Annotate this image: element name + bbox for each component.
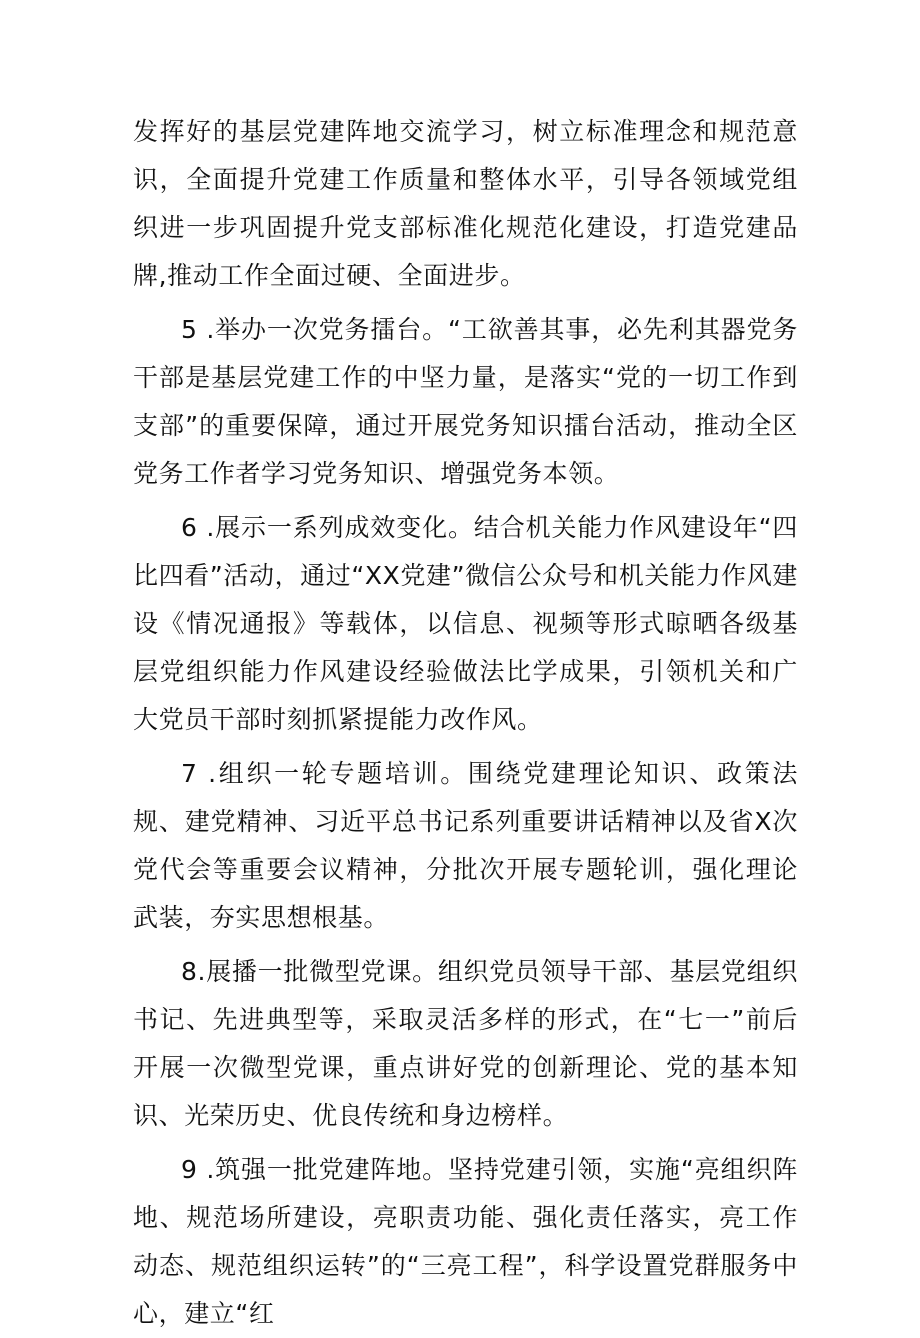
paragraph-item-7: 7 .组织一轮专题培训。围绕党建理论知识、政策法规、建党精神、习近平总书记系列重要讲话精神以及省X次党代会等重要会议精神，分批次开展专题轮训，强化理论武装，夯实思想根基。: [133, 759, 798, 932]
paragraph-item-5: 5 .举办一次党务擂台。“工欲善其事，必先利其器党务干部是基层党建工作的中坚力量，是落实“党的一切工作到支部”的重要保障，通过开展党务知识擂台活动，推动全区党务工作者学习党务知识、增强党务本领。: [133, 315, 798, 488]
document-body: [133, 108, 798, 1338]
paragraph-item-6: 6 .展示一系列成效变化。结合机关能力作风建设年“四比四看”活动，通过“XX党建”微信公众号和机关能力作风建设《情况通报》等载体，以信息、视频等形式晾晒各级基层党组织能力作风建设经验做法比学成果，引领机关和广大党员干部时刻抓紧提能力改作风。: [133, 513, 798, 734]
paragraph-item-8: 8.展播一批微型党课。组织党员领导干部、基层党组织书记、先进典型等，采取灵活多样的形式，在“七一”前后开展一次微型党课，重点讲好党的创新理论、党的基本知识、光荣历史、优良传统和身边榜样。: [133, 957, 798, 1130]
paragraph-item-9: 9 .筑强一批党建阵地。坚持党建引领，实施“亮组织阵地、规范场所建设，亮职责功能、强化责任落实，亮工作动态、规范组织运转”的“三亮工程”，科学设置党群服务中心，建立“红: [133, 1155, 798, 1328]
paragraph-continuation: 发挥好的基层党建阵地交流学习，树立标准理念和规范意识，全面提升党建工作质量和整体水平，引导各领域党组织进一步巩固提升党支部标准化规范化建设，打造党建品牌,推动工作全面过硬、全面进步。: [133, 117, 798, 290]
